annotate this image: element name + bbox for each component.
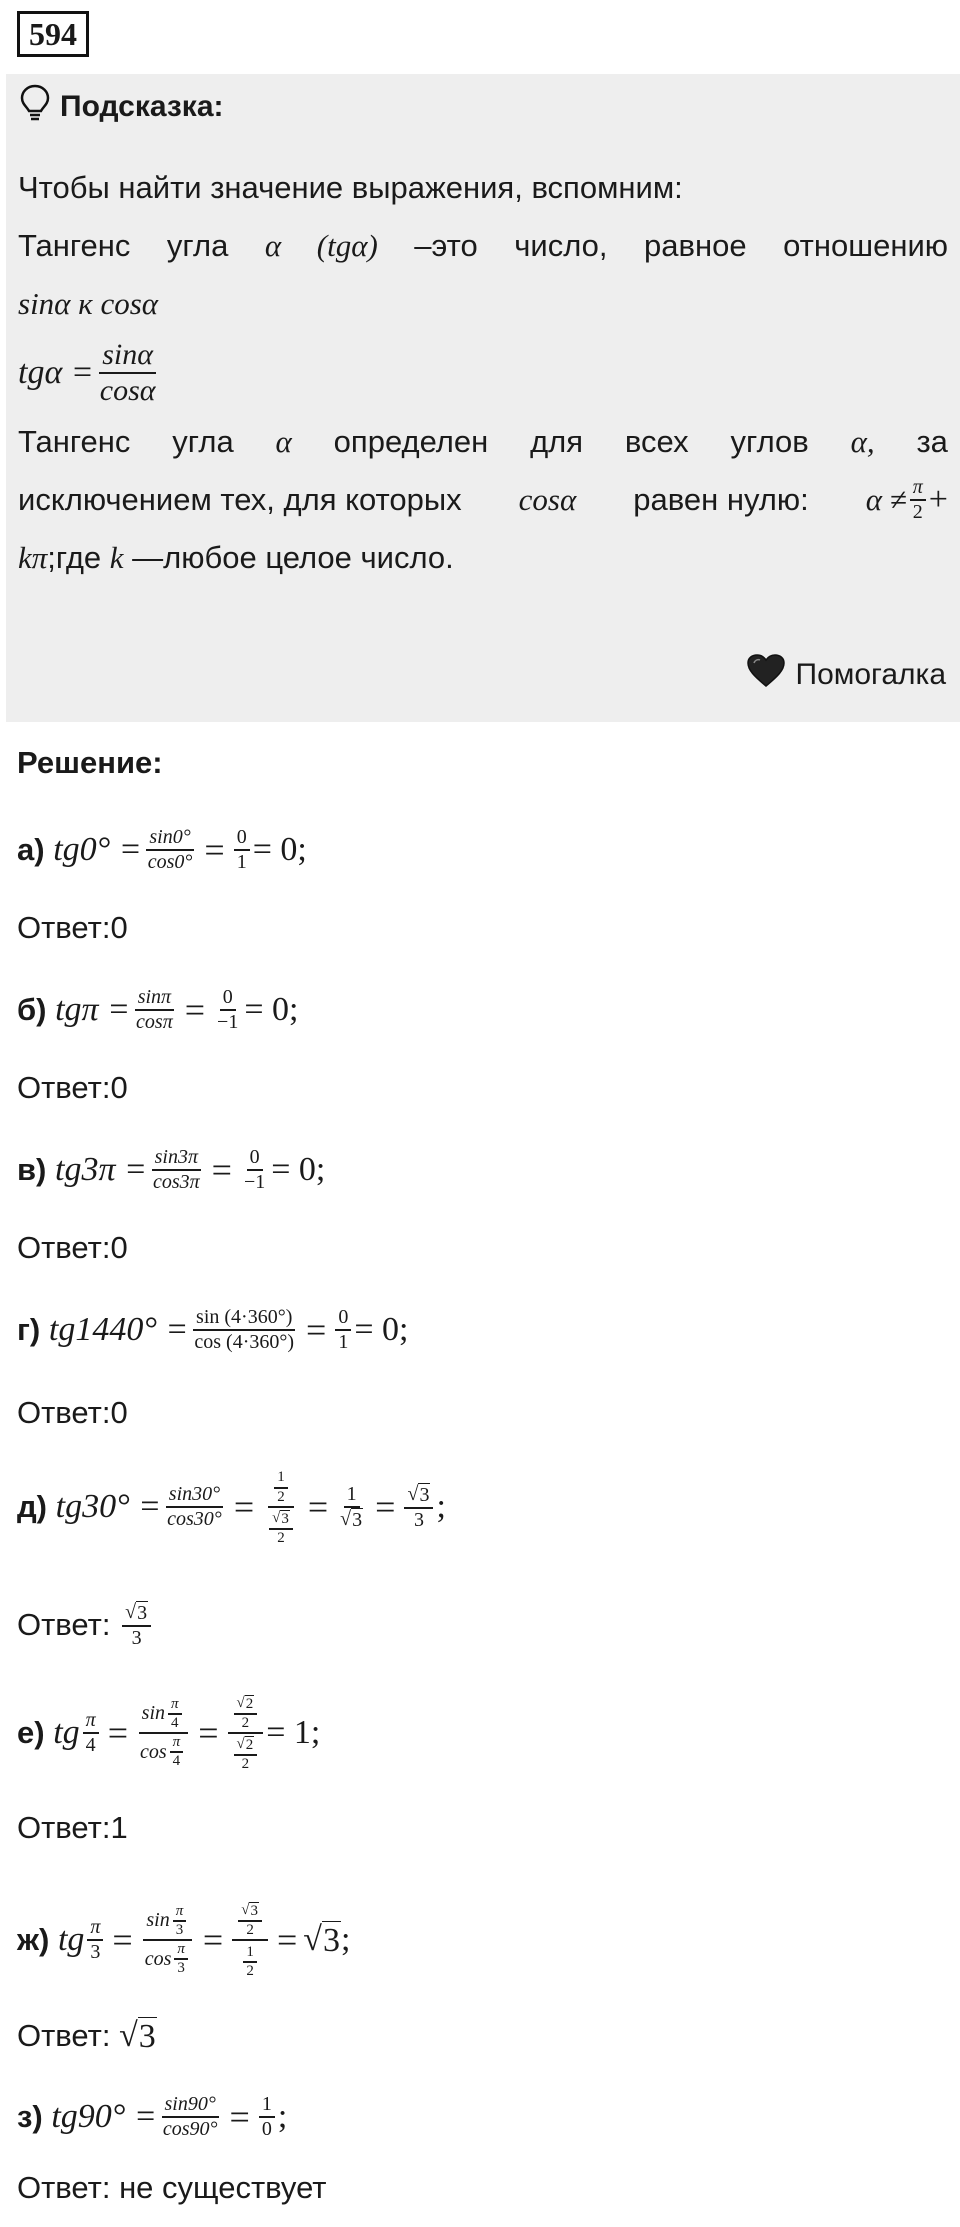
fraction — [160, 2093, 221, 2141]
heart-icon — [746, 654, 786, 696]
answer-sqrt3: √ 3 — [119, 2016, 156, 2055]
denominator: cos (4·360°) — [194, 1331, 295, 1353]
numerator: 0 — [247, 1146, 263, 1171]
cos: cos — [140, 1740, 167, 1763]
formula-fraction — [97, 338, 159, 409]
problem-number: 594 — [17, 11, 89, 57]
lhs: tg — [53, 1714, 80, 1751]
sin: sin — [146, 1909, 170, 1932]
denominator: 2 — [277, 1530, 285, 1547]
solution-z: з) tg90° = $\frac{\sin 90^\circ}{\cos 90^\circ}$ = $\frac{1}{0}$ ; — [17, 2093, 288, 2140]
denominator: 3 — [413, 1508, 424, 1531]
denominator: 4 — [172, 1753, 181, 1770]
domain-line3 — [18, 529, 948, 587]
answer-z: Ответ: не существует — [17, 2170, 327, 2205]
denominator: 4 — [85, 1734, 96, 1756]
domain-word: углов — [730, 424, 809, 459]
numerator: sin90° — [162, 2093, 219, 2118]
answer-v: Ответ:0 — [17, 1230, 128, 1265]
semicolon: ; — [277, 2098, 288, 2135]
numerator: π — [87, 1916, 103, 1941]
domain-text: равен нулю: — [633, 482, 809, 517]
numerator: 0 — [220, 986, 236, 1011]
solution-e: е) tg $\frac{\pi}{4}$ = sin $\frac{\pi}{4}$ cos $\frac{\pi}{4}$ = √ 2 2 √ 2 2 = 1; — [17, 1678, 947, 1788]
item-label: в) — [17, 1152, 47, 1187]
numerator: 1 — [259, 2093, 275, 2118]
denominator: cos3π — [152, 1171, 200, 1193]
hint-title: Подсказка: — [60, 90, 224, 123]
domain-line1 — [18, 413, 948, 471]
result: = 0; — [252, 831, 307, 868]
lhs: tg3π = — [55, 1151, 147, 1188]
item-label: з) — [17, 2099, 43, 2134]
item-label: е) — [17, 1715, 45, 1750]
domain-word: всех — [624, 424, 689, 459]
lightbulb-icon — [20, 84, 50, 130]
result: = 1; — [266, 1714, 321, 1751]
fraction: 1 √ 3 — [340, 1482, 363, 1531]
answer-zh — [17, 2012, 947, 2060]
solution-heading: Решение: — [17, 745, 163, 780]
solution-v: в) tg3π = $\frac{\sin 3\pi}{\cos 3\pi}$ = $\frac{0}{-1}$ = 0; — [17, 1146, 326, 1193]
domain-word: α — [275, 424, 292, 459]
numerator: sin0° — [146, 826, 193, 851]
def-word: отношению — [783, 228, 949, 263]
domain-text: —любое целое число. — [132, 540, 454, 575]
domain-word: угла — [172, 424, 234, 459]
answer-a: Ответ:0 — [17, 910, 128, 945]
numerator: sinπ — [135, 986, 174, 1011]
solution-b: б) tgπ = $\frac{\sin\pi}{\cos\pi}$ = $\frac{0}{-1}$ = 0; — [17, 986, 299, 1033]
lhs: tgπ = — [55, 991, 131, 1028]
two: 2 — [912, 501, 923, 523]
k: k — [109, 540, 124, 575]
tangent-formula — [18, 333, 948, 413]
domain-text: исключением тех, для которых — [18, 482, 462, 517]
numerator: π — [168, 1696, 182, 1715]
radicand: 2 — [245, 1737, 254, 1754]
fraction — [164, 1483, 225, 1531]
radicand: 3 — [137, 1601, 148, 1624]
domain-word: для — [530, 424, 584, 459]
denominator: 3 — [177, 1960, 185, 1977]
denominator: cos30° — [167, 1508, 222, 1530]
item-label: г) — [17, 1312, 41, 1347]
pi-over-3 — [87, 1916, 103, 1964]
numerator: 1 — [344, 1483, 360, 1508]
domain-word: α, — [850, 424, 875, 459]
helper-label: Помогалка — [795, 658, 946, 691]
numerator: sin30° — [166, 1483, 223, 1508]
def-word: равное — [644, 228, 747, 263]
denominator: 3 — [131, 1626, 142, 1649]
denominator: 1 — [236, 851, 247, 873]
answer-e: Ответ:1 — [17, 1810, 128, 1845]
numerator: sin3π — [152, 1146, 201, 1171]
def-word: α (tgα) — [264, 228, 378, 263]
denominator: 2 — [277, 1488, 285, 1505]
semicolon: ; — [340, 1921, 351, 1958]
plus: + — [928, 481, 948, 518]
compound-fraction: √ 3 2 $\frac{1}{2}$ — [232, 1900, 268, 1981]
semicolon: ; — [436, 1488, 446, 1525]
fraction — [142, 1903, 194, 1978]
denominator: 3 — [90, 1941, 101, 1963]
radicand: 3 — [138, 2017, 156, 2055]
denominator: 1 — [338, 1331, 349, 1353]
denominator: 3 — [175, 1921, 184, 1938]
answer-fraction: √ 3 3 — [122, 1601, 151, 1650]
fraction — [191, 1306, 297, 1354]
denominator: −1 — [217, 1011, 239, 1033]
denominator: −1 — [243, 1171, 266, 1193]
radicand: 3 — [352, 1508, 363, 1531]
domain-cos: cosα — [518, 482, 577, 517]
item-label: ж) — [17, 1922, 50, 1957]
numerator: π — [170, 1734, 184, 1753]
fraction — [241, 1146, 268, 1194]
solution-d: д) tg30° = $\frac{\sin 30^\circ}{\cos 30^\circ}$ = $\frac{1}{2}$ √ 3 2 = 1 √ 3 = √ 3 3 ; — [17, 1452, 947, 1562]
answer-label: Ответ: — [17, 2018, 111, 2053]
solution-title — [17, 745, 947, 781]
fraction — [145, 826, 196, 874]
answer-label: Ответ: — [17, 1607, 111, 1642]
fraction — [214, 986, 241, 1034]
item-label: б) — [17, 992, 47, 1027]
denominator: cosπ — [136, 1011, 173, 1033]
lhs: tg1440° = — [48, 1311, 189, 1348]
denominator: 2 — [241, 1756, 250, 1773]
radicand: 2 — [245, 1695, 254, 1712]
fraction — [150, 1146, 203, 1194]
lhs: tg90° = — [51, 2098, 157, 2135]
lhs: tg30° = — [55, 1488, 162, 1525]
hint-body — [18, 159, 948, 587]
k-pi: kπ — [18, 540, 48, 575]
hint-panel — [6, 74, 960, 722]
item-label: а) — [17, 832, 45, 867]
fraction — [335, 1306, 351, 1354]
numerator: sin (4·360°) — [193, 1306, 295, 1331]
domain-word: Тангенс — [18, 424, 131, 459]
formula-denominator: cosα — [99, 374, 156, 407]
helper-link[interactable] — [746, 654, 947, 696]
tangent-definition-line2: sinα к cosα — [18, 286, 159, 321]
answer-g: Ответ:0 — [17, 1395, 128, 1430]
result: = 0; — [271, 1151, 326, 1188]
fraction — [133, 986, 176, 1034]
solution-g: г) tg1440° = $\frac{\sin (4\cdot 360^\circ)}{\cos (4\cdot 360^\circ)}$ = $\frac{0}{1}$ = 0; — [17, 1306, 409, 1353]
domain-text: ;где — [47, 540, 102, 575]
sqrt3: √ 3 — [303, 1920, 340, 1959]
denominator: 4 — [171, 1714, 179, 1731]
hint-intro: Чтобы найти значение выражения, вспомним: — [18, 170, 683, 205]
numerator: 1 — [243, 1944, 257, 1963]
radicand: 3 — [250, 1902, 258, 1919]
compound-fraction: √ 2 2 √ 2 2 — [228, 1692, 264, 1773]
solution-zh: ж) tg $\frac{\pi}{3}$ = sin $\frac{\pi}{3}$ cos $\frac{\pi}{3}$ = √ 3 2 $\frac{1}{2}$ = √ 3 ; — [17, 1885, 947, 1995]
cos: cos — [144, 1947, 172, 1970]
formula-lhs: tgα = — [18, 354, 94, 391]
radicand: 3 — [322, 1921, 340, 1959]
fraction — [234, 826, 250, 874]
def-word: угла — [166, 228, 229, 263]
fraction: √ 3 3 — [404, 1483, 433, 1532]
def-word: Тангенс — [18, 228, 131, 263]
domain-word: за — [916, 424, 948, 459]
answer-d — [17, 1590, 947, 1660]
denominator: 2 — [246, 1963, 254, 1980]
denominator: 2 — [241, 1714, 250, 1731]
solution-a: а) tg0° = $\frac{\sin 0^\circ}{\cos 0^\circ}$ = $\frac{0}{1}$ = 0; — [17, 826, 307, 873]
radicand: 3 — [419, 1483, 430, 1506]
numerator: π — [173, 1903, 187, 1922]
item-label: д) — [17, 1489, 48, 1524]
numerator: 0 — [335, 1306, 351, 1331]
result: = 0; — [244, 991, 299, 1028]
answer-b: Ответ:0 — [17, 1070, 128, 1105]
lhs: tg — [57, 1921, 85, 1958]
radicand: 3 — [281, 1510, 289, 1527]
alpha-neq: α ≠ — [865, 482, 907, 517]
half — [274, 1469, 288, 1506]
def-word: число, — [514, 228, 608, 263]
root3-over-2: √ 3 2 — [269, 1510, 293, 1548]
domain-condition — [866, 471, 948, 529]
pi-over-two — [910, 476, 926, 524]
hint-header — [20, 84, 224, 130]
def-word: –это — [414, 228, 478, 263]
denominator: cos90° — [162, 2118, 218, 2140]
domain-word: определен — [333, 424, 489, 459]
result: = 0; — [354, 1311, 409, 1348]
numerator: 1 — [274, 1469, 288, 1488]
denominator: 2 — [246, 1922, 254, 1938]
pi-over-4 — [83, 1709, 99, 1757]
numerator: π — [174, 1941, 188, 1960]
denominator: cos0° — [147, 851, 193, 873]
sin: sin — [141, 1702, 165, 1725]
lhs: tg0° = — [53, 831, 142, 868]
fraction — [137, 1696, 189, 1771]
numerator: π — [83, 1709, 99, 1734]
formula-numerator: sinα — [99, 338, 156, 375]
tangent-definition-line1 — [18, 217, 948, 275]
numerator: 0 — [234, 826, 250, 851]
fraction — [259, 2093, 275, 2141]
pi: π — [910, 476, 926, 501]
denominator: 0 — [261, 2118, 272, 2140]
domain-line2 — [18, 471, 948, 529]
compound-fraction — [263, 1467, 299, 1548]
